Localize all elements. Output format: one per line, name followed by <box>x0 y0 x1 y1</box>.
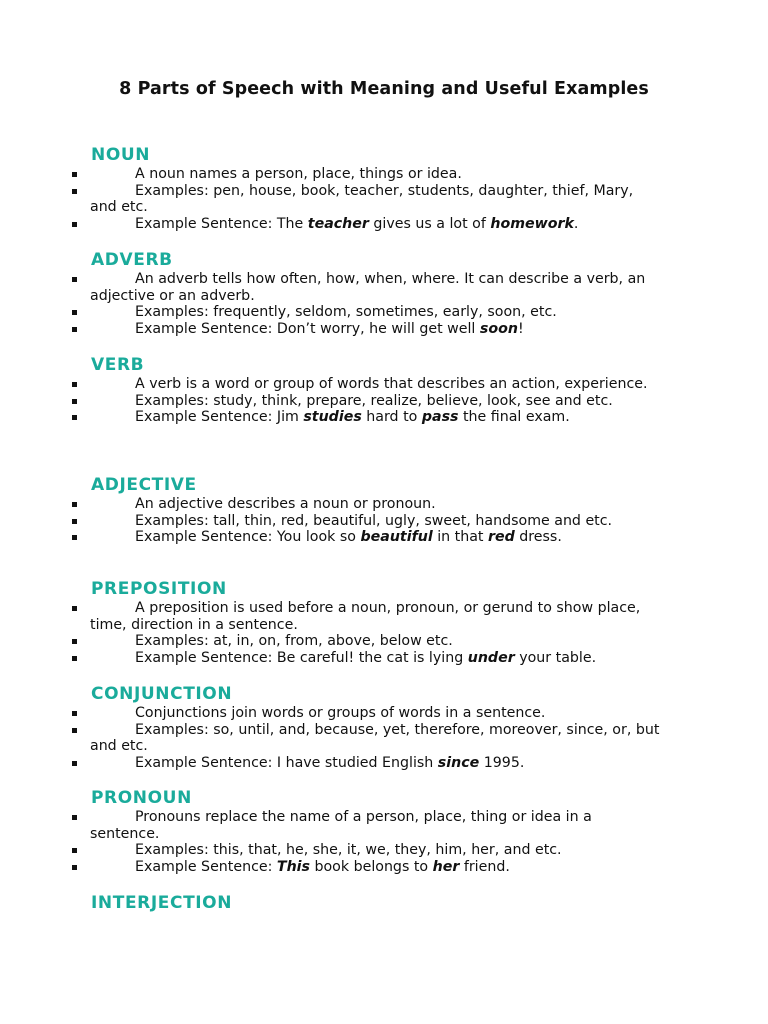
text-run: Examples: pen, house, book, teacher, students, daughter, thief, Mary, and etc. <box>90 182 634 216</box>
bullet-icon <box>72 728 77 733</box>
emphasized-word: beautiful <box>360 529 433 546</box>
list-item-text <box>0 321 660 338</box>
bullet-icon <box>72 865 77 870</box>
list-item-text <box>0 705 660 722</box>
text-run: A noun names a person, place, things or idea. <box>135 166 462 182</box>
emphasized-word: under <box>467 649 515 666</box>
text-run: . <box>573 215 579 232</box>
text-run: A verb is a word or group of words that describes an action, experience. <box>135 376 648 392</box>
list-item-text <box>0 166 660 183</box>
section-heading: VERB <box>91 355 145 375</box>
list-item <box>0 183 768 216</box>
text-run: the final exam. <box>458 409 570 426</box>
bullet-icon <box>72 502 77 507</box>
list-item <box>0 650 768 667</box>
bullet-icon <box>72 222 77 227</box>
bullet-icon <box>72 535 77 540</box>
text-run: ! <box>517 320 524 337</box>
text-run: hard to <box>361 409 422 426</box>
list-item <box>0 393 768 410</box>
bullet-icon <box>72 656 77 661</box>
bullet-list <box>0 166 768 232</box>
list-item-text <box>0 393 660 410</box>
text-run: Pronouns replace the name of a person, place, thing or idea in a sentence. <box>90 809 592 842</box>
list-item <box>0 513 768 530</box>
bullet-icon <box>72 382 77 387</box>
list-item-text <box>0 513 660 530</box>
list-item <box>0 633 768 650</box>
text-run: friend. <box>459 858 510 875</box>
text-run: Example Sentence: Jim <box>135 409 304 426</box>
text-run: book belongs to <box>309 858 433 875</box>
text-run: your table. <box>514 649 597 666</box>
list-item <box>0 529 768 546</box>
bullet-icon <box>72 310 77 315</box>
bullet-icon <box>72 711 77 716</box>
list-item-text <box>0 304 660 321</box>
text-run: Examples: study, think, prepare, realize, believe, look, see and etc. <box>135 392 613 409</box>
list-item-text <box>0 600 660 633</box>
text-run: gives us a lot of <box>368 215 491 232</box>
list-item-text <box>0 216 660 233</box>
list-item <box>0 216 768 233</box>
bullet-icon <box>72 277 77 282</box>
section-heading: INTERJECTION <box>91 893 233 913</box>
bullet-list <box>0 600 768 666</box>
text-run: An adverb tells how often, how, when, where. It can describe a verb, an adjective or an adverb. <box>90 271 646 304</box>
list-item-text <box>0 755 660 772</box>
bullet-icon <box>72 815 77 820</box>
list-item <box>0 496 768 513</box>
bullet-icon <box>72 327 77 332</box>
emphasized-word: since <box>437 754 480 771</box>
list-item <box>0 321 768 338</box>
list-item-text <box>0 529 660 546</box>
list-item-text <box>0 271 660 304</box>
text-run: Example Sentence: <box>135 858 277 875</box>
bullet-list <box>0 809 768 875</box>
text-run: dress. <box>514 529 562 546</box>
list-item <box>0 755 768 772</box>
emphasized-word: her <box>432 858 460 875</box>
text-run: in that <box>432 529 488 546</box>
list-item <box>0 166 768 183</box>
text-run: A preposition is used before a noun, pronoun, or gerund to show place, time, direction in a sentence. <box>90 600 641 633</box>
bullet-icon <box>72 189 77 194</box>
emphasized-word: soon <box>479 320 518 337</box>
text-run: An adjective describes a noun or pronoun. <box>135 496 436 512</box>
list-item <box>0 271 768 304</box>
list-item-text <box>0 183 660 216</box>
bullet-icon <box>72 519 77 524</box>
bullet-icon <box>72 415 77 420</box>
section-heading: ADJECTIVE <box>91 475 197 495</box>
list-item-text <box>0 633 660 650</box>
bullet-list <box>0 271 768 337</box>
text-run: 1995. <box>479 754 525 771</box>
bullet-list <box>0 376 768 426</box>
list-item <box>0 705 768 722</box>
section-heading: ADVERB <box>91 250 173 270</box>
list-item-text <box>0 376 660 393</box>
list-item <box>0 409 768 426</box>
bullet-icon <box>72 848 77 853</box>
text-run: Examples: so, until, and, because, yet, therefore, moreover, since, or, but and etc. <box>90 721 660 755</box>
text-run: Examples: frequently, seldom, sometimes, early, soon, etc. <box>135 304 557 321</box>
bullet-icon <box>72 399 77 404</box>
list-item-text <box>0 409 660 426</box>
list-item <box>0 859 768 876</box>
list-item-text <box>0 809 660 842</box>
bullet-list <box>0 496 768 546</box>
text-run: Examples: at, in, on, from, above, below etc. <box>135 633 453 650</box>
section-heading: CONJUNCTION <box>91 684 233 704</box>
emphasized-word: studies <box>303 409 362 426</box>
section-heading: NOUN <box>91 145 151 165</box>
text-run: Examples: this, that, he, she, it, we, they, him, her, and etc. <box>135 842 562 859</box>
emphasized-word: red <box>487 529 515 546</box>
bullet-icon <box>72 761 77 766</box>
page-title: 8 Parts of Speech with Meaning and Useful Examples <box>119 79 649 99</box>
emphasized-word: This <box>276 858 310 875</box>
text-run: Example Sentence: Don’t worry, he will get well <box>135 320 480 337</box>
text-run: Examples: tall, thin, red, beautiful, ugly, sweet, handsome and etc. <box>135 512 613 529</box>
list-item <box>0 842 768 859</box>
section-heading: PRONOUN <box>91 788 192 808</box>
bullet-list <box>0 705 768 771</box>
text-run: Conjunctions join words or groups of words in a sentence. <box>135 705 546 721</box>
list-item <box>0 376 768 393</box>
list-item <box>0 304 768 321</box>
list-item <box>0 809 768 842</box>
bullet-icon <box>72 639 77 644</box>
text-run: Example Sentence: The <box>135 215 308 232</box>
text-run: Example Sentence: You look so <box>135 529 361 546</box>
list-item-text <box>0 650 660 667</box>
bullet-icon <box>72 606 77 611</box>
list-item-text <box>0 859 660 876</box>
list-item-text <box>0 496 660 513</box>
section-heading: PREPOSITION <box>91 579 227 599</box>
bullet-icon <box>72 172 77 177</box>
text-run: Example Sentence: I have studied English <box>135 754 438 771</box>
list-item <box>0 600 768 633</box>
emphasized-word: teacher <box>307 215 369 232</box>
list-item <box>0 722 768 755</box>
list-item-text <box>0 842 660 859</box>
list-item-text <box>0 722 660 755</box>
text-run: Example Sentence: Be careful! the cat is lying <box>135 649 468 666</box>
emphasized-word: homework <box>490 215 574 232</box>
emphasized-word: pass <box>421 409 459 426</box>
